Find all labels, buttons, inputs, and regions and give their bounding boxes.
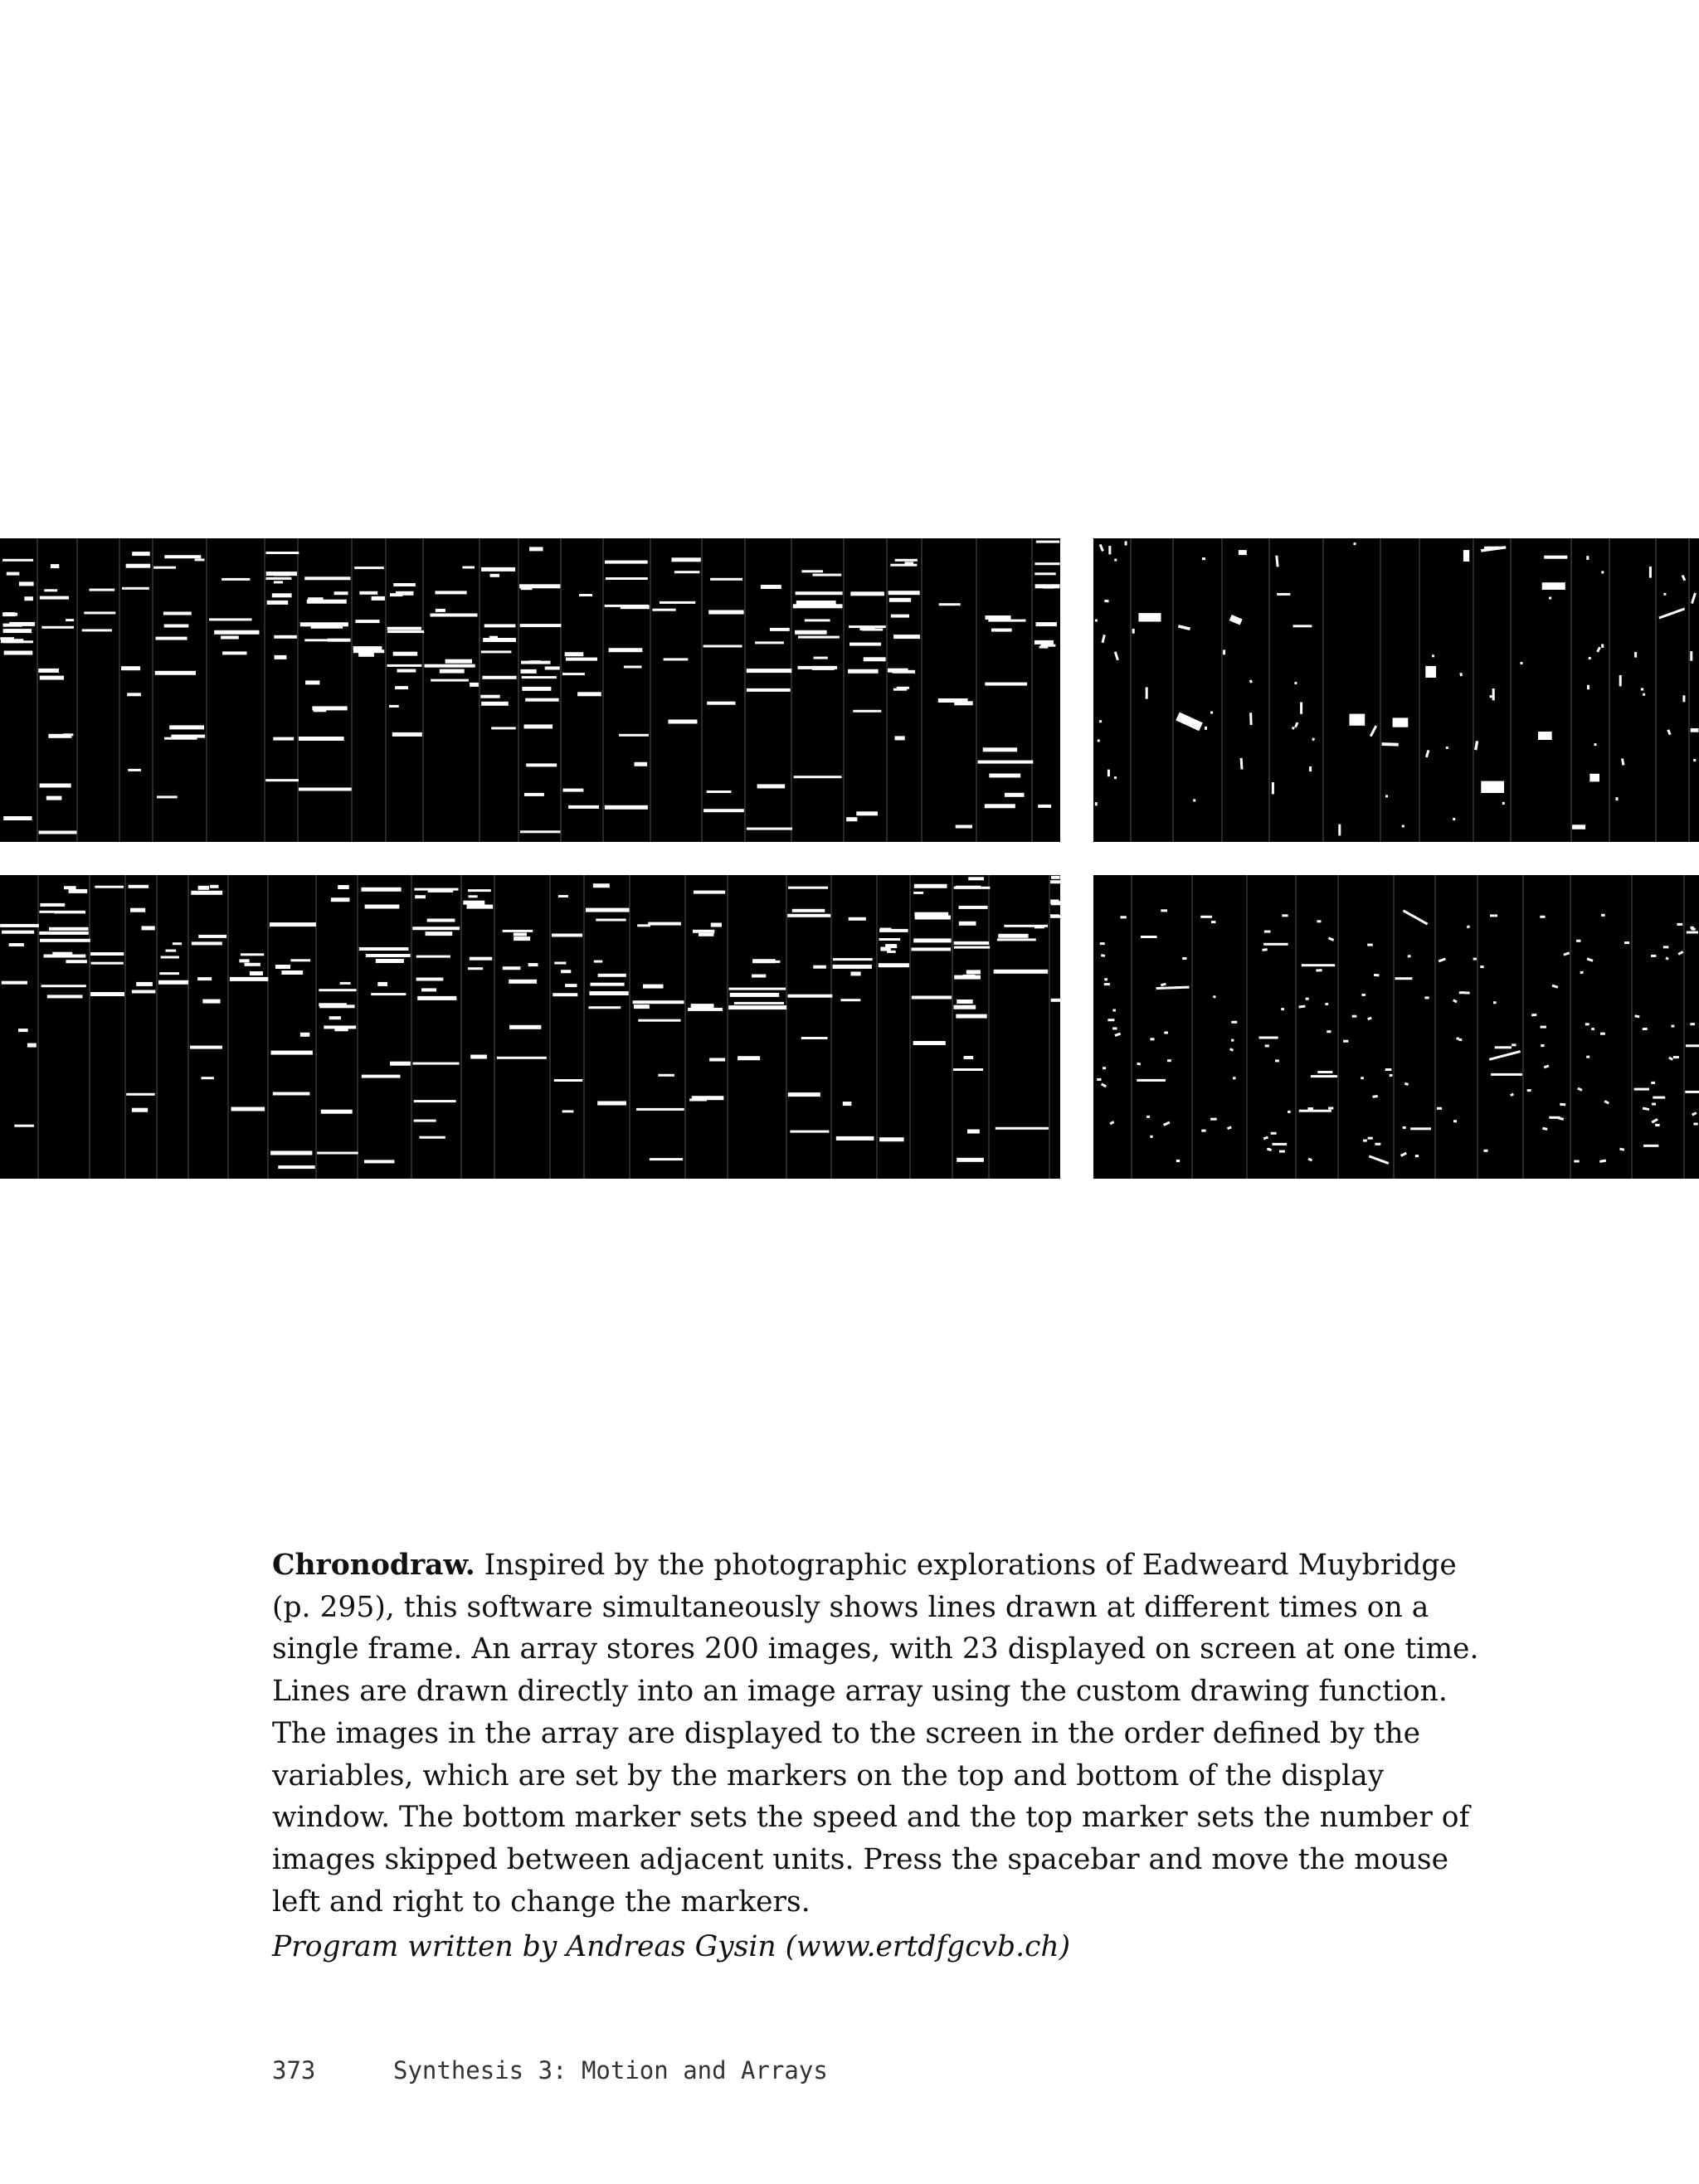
chronodraw-image-top-right (1093, 538, 1699, 842)
chronodraw-image-top-left (0, 538, 1060, 842)
chronodraw-frame-top-right (1093, 538, 1699, 842)
chronodraw-frame-bottom-left (0, 875, 1060, 1179)
chronodraw-image-bottom-left (0, 875, 1060, 1179)
chronodraw-frame-top-left (0, 538, 1060, 842)
program-credit: Program written by Andreas Gysin (www.ertdfgcvb.ch) (272, 1930, 1071, 1963)
chronodraw-image-bottom-right (1093, 875, 1699, 1179)
figure-caption (272, 1544, 1492, 1923)
page-number: 373 (272, 2056, 316, 2084)
chronodraw-frame-bottom-right (1093, 875, 1699, 1179)
caption-title: Chronodraw. (272, 1549, 475, 1582)
running-head: Synthesis 3: Motion and Arrays (393, 2056, 828, 2084)
caption-body: Inspired by the photographic explorations of Eadweard Muybridge (p. 295), this software simultaneously shows lines drawn at different times on a single frame. An array stores 200 images, with 23 displayed on screen at one time. Lines are drawn directly into an image array using the custom drawing function. The images in the array are displayed to the screen in the order defined by the variables, which are set by the markers on the top and bottom of the display window. The bottom marker sets the speed and the top marker sets the number of images skipped between adjacent units. Press the spacebar and move the mouse left and right to change the markers. (272, 1549, 1479, 1919)
